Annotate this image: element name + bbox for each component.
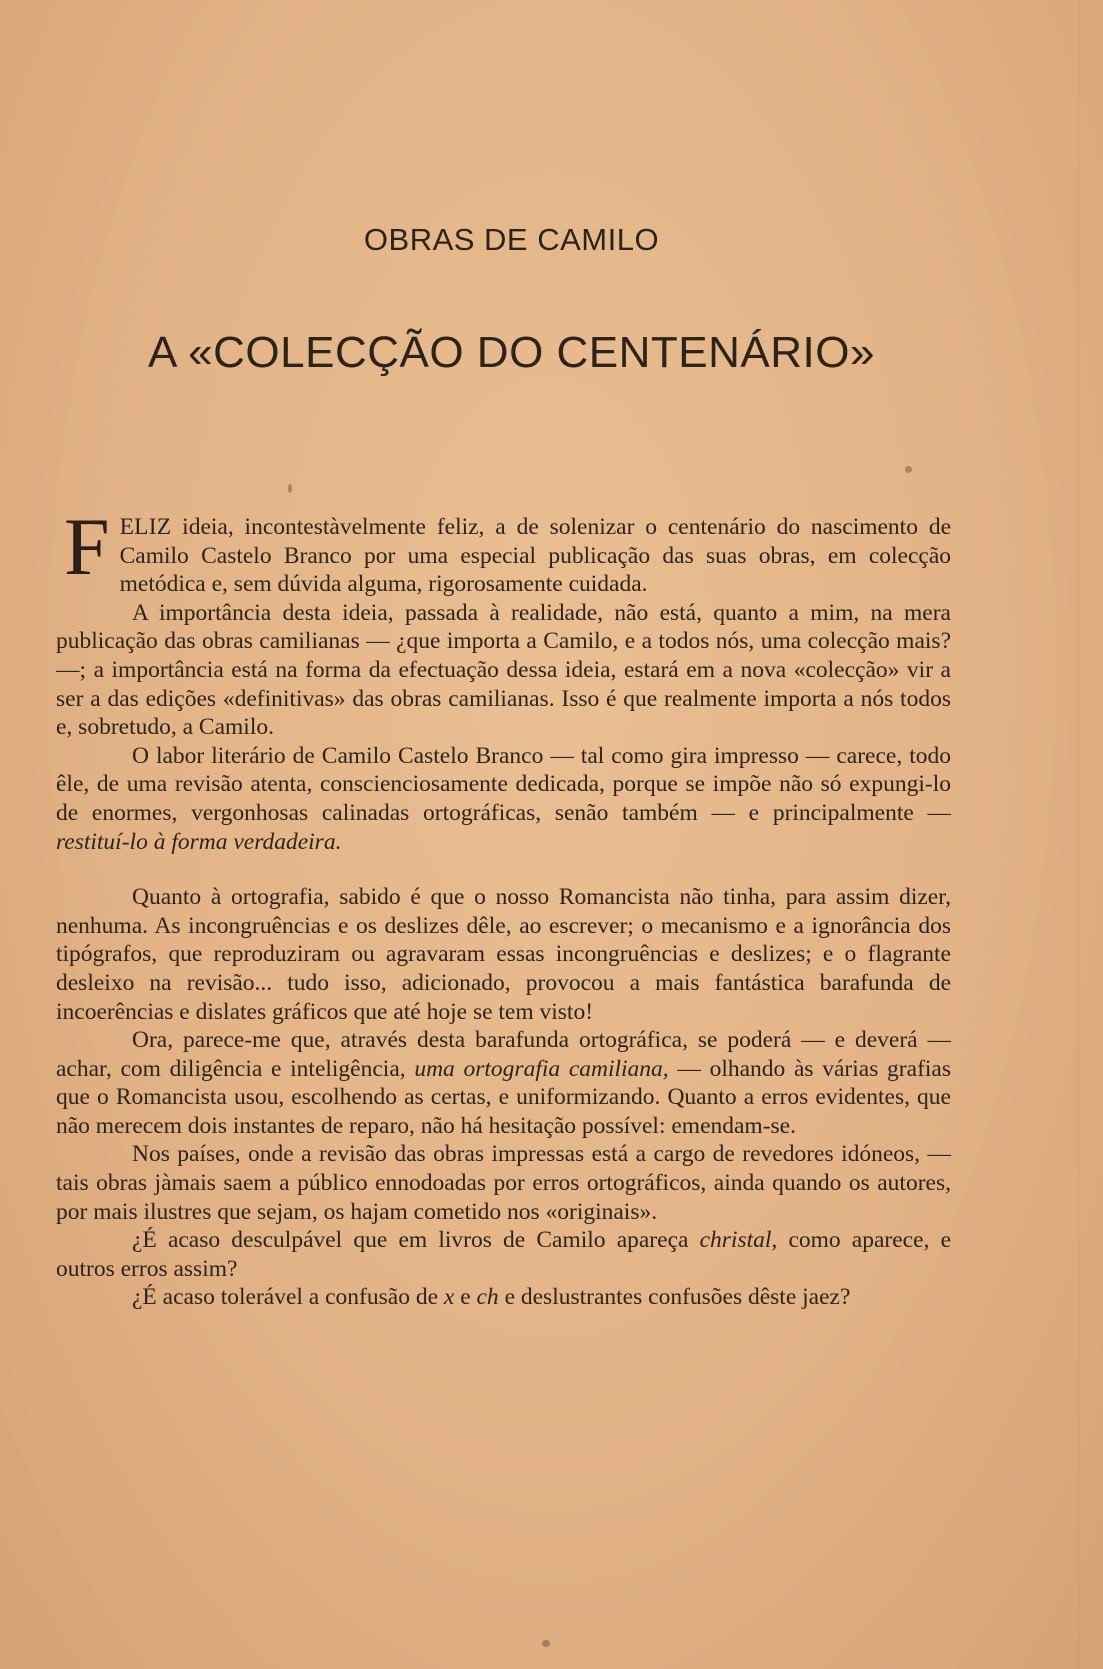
page-edge-shadow [1078,0,1079,1669]
opening-word: ELIZ [119,514,172,540]
article-body [56,501,951,1312]
page-title: OBRAS DE CAMILO [363,222,660,257]
paragraph-text: — olhando às várias grafias que o Romancista usou, escolhendo as certas, e uniformizando. Quanto a erros evidentes, que não merecem dois instantes de reparo, não há hesitação possível: emendam-se. [56,1055,951,1139]
drop-cap: F [64,501,110,592]
paper-spot [288,484,292,493]
paper-spot [905,466,912,473]
paragraph-text: ¿É acaso tolerável a confusão de [132,1284,444,1311]
italic-text: uma ortografia camiliana, [414,1055,669,1082]
paragraph [56,501,951,599]
paragraph-text: e deslustrantes confusões dêste jaez? [498,1284,851,1311]
paragraph-text: ideia, incontestàvelmente feliz, a de solenizar o centenário do nascimento de Camilo Castelo Branco por uma especial publicação das suas obras, em colecção metódica e, sem dúvida alguma, rigorosamente cuidada. [119,514,951,598]
paragraph [56,1283,951,1312]
paragraph [56,1226,951,1283]
paper-spot [542,1640,550,1647]
paragraph-text: como aparece, e outros erros assim? [56,1227,951,1282]
paragraph-text: ¿É acaso desculpável que em livros de Camilo apareça [132,1227,700,1254]
paragraph: Nos países, onde a revisão das obras impressas está a cargo de revedores idóneos, — tais obras jàmais saem a público ennodoadas por erros ortográficos, ainda quando os autores, por mais ilustres que sejam, os hajam cometido nos «originais». [56,1141,951,1225]
paragraph: Quanto à ortografia, sabido é que o nosso Romancista não tinha, para assim dizer, nenhuma. As incongruências e os deslizes dêle, ao escrever; o mecanismo e a ignorância dos tipógrafos, que reproduziram ou agravaram essas incongruências e deslizes; e o flagrante desleixo na revisão... tudo isso, adicionado, provocou a mais fantástica barafunda de incoerências e dislates gráficos que até hoje se tem visto! [56,884,951,1025]
italic-text: ch [476,1284,499,1311]
paragraph-text: e [454,1284,477,1311]
paragraph: A importância desta ideia, passada à realidade, não está, quanto a mim, na mera publicação das obras camilianas — ¿que importa a Camilo, e a todos nós, uma colecção mais? —; a importância está na forma da efectuação dessa ideia, estará em a nova «colecção» vir a ser a das edições «definitivas» das obras camilianas. Isso é que realmente importa a nós todos e, sobretudo, a Camilo. [56,599,951,741]
page-subtitle: A «COLECÇÃO DO CENTENÁRIO» [148,328,875,377]
paragraph [56,1026,951,1140]
italic-text: restituí-lo à forma verdadeira. [56,828,342,855]
italic-text: x [443,1284,455,1311]
paragraph-text: Ora, parece-me que, através desta barafunda ortográfica, se poderá — e deverá — achar, com diligência e inteligência, [56,1027,951,1082]
paragraph-text: O labor literário de Camilo Castelo Branco — tal como gira impresso — carece, todo êle, de uma revisão atenta, conscienciosamente dedicada, porque se impõe não só expungi-lo de enormes, vergonhosas calinadas ortográficas, senão também — e principalmente — [56,742,951,826]
paragraph [56,742,951,856]
italic-text: christal, [699,1227,778,1254]
